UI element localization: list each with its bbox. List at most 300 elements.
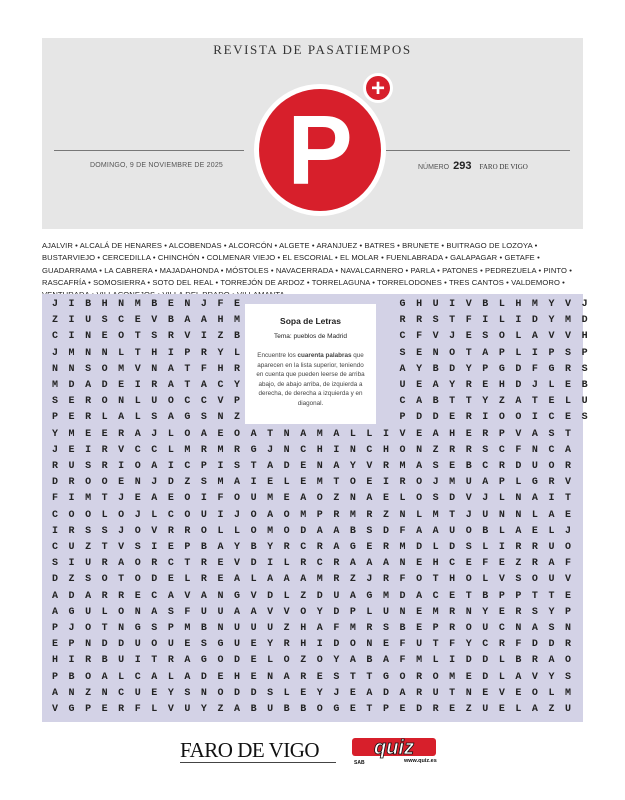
grid-letter: A	[250, 606, 257, 618]
grid-letter: L	[498, 315, 505, 327]
grid-letter: E	[531, 525, 538, 537]
grid-letter: V	[515, 428, 522, 440]
grid-letter: U	[465, 477, 472, 489]
word-list-item: ALCOBENDAS	[168, 241, 222, 250]
grid-letter: G	[184, 412, 191, 424]
grid-letter: Z	[217, 704, 224, 715]
grid-letter: O	[101, 396, 108, 408]
grid-letter: O	[217, 687, 224, 699]
grid-letter: H	[101, 299, 108, 310]
grid-letter: B	[432, 396, 439, 408]
grid-letter: V	[465, 493, 472, 505]
grid-letter: V	[432, 331, 439, 343]
grid-letter: O	[200, 525, 207, 537]
grid-letter: O	[283, 509, 290, 521]
grid-letter: A	[399, 363, 406, 375]
grid-letter: P	[565, 606, 572, 618]
grid-letter: B	[151, 299, 158, 310]
grid-letter: I	[151, 542, 158, 553]
word-list-item: ALCORCÓN	[228, 241, 273, 250]
grid-letter: M	[416, 655, 423, 667]
header-rule-right	[386, 150, 570, 151]
grid-letter: A	[300, 493, 307, 505]
grid-letter: S	[234, 461, 241, 472]
grid-letter: L	[548, 525, 555, 537]
grid-letter: H	[316, 444, 323, 456]
grid-letter: R	[399, 477, 406, 489]
grid-letter: R	[333, 558, 340, 570]
grid-letter: O	[531, 687, 538, 699]
grid-letter: E	[465, 671, 472, 683]
grid-letter: N	[101, 347, 108, 359]
grid-letter: Y	[465, 363, 472, 375]
grid-letter: T	[101, 623, 108, 634]
grid-letter: N	[51, 363, 58, 375]
grid-letter: N	[316, 461, 323, 472]
grid-letter: D	[316, 590, 323, 602]
list-separator: •	[378, 253, 387, 263]
grid-letter: R	[416, 315, 423, 327]
grid-letter: A	[416, 461, 423, 472]
grid-letter: U	[250, 493, 257, 505]
grid-letter: A	[432, 525, 439, 537]
grid-letter: M	[85, 493, 92, 505]
grid-letter: N	[267, 671, 274, 683]
grid-letter: B	[465, 461, 472, 472]
grid-letter: O	[234, 493, 241, 505]
grid-letter: S	[432, 315, 439, 327]
grid-letter: O	[349, 639, 356, 651]
grid-letter: U	[200, 509, 207, 521]
grid-letter: M	[267, 525, 274, 537]
grid-letter: E	[101, 428, 108, 440]
grid-letter: R	[399, 315, 406, 327]
grid-letter: Z	[85, 687, 92, 699]
list-separator: •	[97, 265, 105, 275]
list-separator: •	[150, 253, 158, 263]
grid-letter: H	[432, 558, 439, 570]
grid-letter: O	[134, 574, 141, 586]
grid-letter: N	[217, 623, 224, 634]
grid-letter: H	[498, 380, 505, 391]
grid-letter: N	[85, 347, 92, 359]
grid-letter: F	[399, 639, 406, 651]
grid-letter: G	[366, 590, 373, 602]
grid-letter: Z	[300, 590, 307, 602]
list-separator: •	[370, 277, 378, 287]
grid-letter: O	[85, 623, 92, 634]
grid-letter: E	[85, 428, 92, 440]
grid-letter: D	[449, 363, 456, 375]
grid-letter: C	[316, 558, 323, 570]
grid-letter: P	[200, 461, 207, 472]
grid-letter: A	[51, 590, 58, 602]
grid-letter: N	[134, 477, 141, 489]
grid-letter: E	[465, 558, 472, 570]
word-list-item: EL MOLAR	[339, 253, 379, 263]
grid-letter: R	[85, 396, 92, 408]
grid-letter: U	[581, 396, 588, 408]
grid-letter: I	[449, 655, 456, 667]
grid-letter: L	[515, 331, 522, 343]
grid-letter: A	[267, 509, 274, 521]
grid-letter: C	[449, 558, 456, 570]
publisher-name: FARO DE VIGO	[479, 163, 528, 171]
grid-letter: R	[300, 558, 307, 570]
grid-letter: A	[432, 380, 439, 391]
grid-letter: O	[250, 525, 257, 537]
grid-letter: F	[51, 493, 58, 505]
grid-letter: E	[250, 655, 257, 667]
word-list-item: ALCALÁ DE HENARES	[79, 241, 163, 250]
grid-letter: R	[151, 558, 158, 570]
grid-letter: I	[68, 655, 75, 667]
grid-letter: T	[432, 574, 439, 586]
grid-letter: O	[234, 428, 241, 440]
grid-letter: A	[515, 525, 522, 537]
grid-letter: E	[118, 477, 125, 489]
list-separator: •	[442, 253, 451, 263]
grid-letter: C	[167, 509, 174, 521]
grid-letter: H	[217, 315, 224, 327]
grid-letter: J	[134, 509, 141, 521]
grid-letter: S	[581, 363, 588, 375]
issue-date: DOMINGO, 9 DE NOVIEMBRE DE 2025	[90, 162, 224, 169]
list-separator: •	[536, 265, 544, 275]
grid-letter: T	[184, 558, 191, 570]
word-list-item: PARLA	[410, 265, 435, 275]
grid-letter: R	[85, 655, 92, 667]
grid-letter: N	[200, 687, 207, 699]
grid-letter: F	[531, 363, 538, 375]
grid-letter: P	[432, 623, 439, 634]
word-list	[42, 240, 583, 301]
grid-letter: L	[234, 347, 241, 359]
grid-letter: M	[432, 606, 439, 618]
grid-letter: V	[167, 704, 174, 715]
grid-letter: E	[134, 493, 141, 505]
grid-letter: M	[51, 380, 58, 391]
grid-letter: A	[184, 315, 191, 327]
grid-letter: A	[416, 525, 423, 537]
word-list-item: EL ESCORIAL	[282, 253, 333, 263]
grid-letter: A	[167, 412, 174, 424]
grid-letter: F	[482, 558, 489, 570]
grid-letter: S	[267, 687, 274, 699]
grid-letter: I	[382, 428, 389, 440]
grid-letter: C	[118, 687, 125, 699]
grid-letter: Z	[217, 331, 224, 343]
grid-letter: C	[498, 623, 505, 634]
grid-letter: C	[151, 444, 158, 456]
grid-letter: D	[51, 477, 58, 489]
grid-letter: R	[333, 509, 340, 521]
grid-letter: M	[399, 461, 406, 472]
grid-letter: A	[531, 623, 538, 634]
word-list-item: PATONES	[442, 265, 478, 275]
grid-letter: G	[548, 363, 555, 375]
grid-letter: U	[432, 299, 439, 310]
grid-letter: Y	[548, 315, 555, 327]
grid-letter: A	[267, 461, 274, 472]
grid-letter: M	[68, 347, 75, 359]
grid-letter: V	[184, 331, 191, 343]
puzzle-title: Sopa de Letras	[280, 316, 341, 326]
grid-letter: Z	[68, 574, 75, 586]
grid-letter: D	[151, 574, 158, 586]
word-list-item: MÓSTOLES	[225, 265, 269, 275]
grid-letter: R	[118, 428, 125, 440]
grid-letter: U	[482, 509, 489, 521]
grid-letter: C	[300, 542, 307, 553]
grid-letter: R	[531, 558, 538, 570]
grid-letter: C	[217, 380, 224, 391]
grid-letter: A	[283, 574, 290, 586]
grid-letter: S	[85, 461, 92, 472]
grid-letter: S	[51, 558, 58, 570]
grid-letter: A	[333, 525, 340, 537]
grid-letter: O	[432, 671, 439, 683]
grid-letter: Y	[548, 299, 555, 310]
grid-letter: I	[482, 412, 489, 424]
grid-letter: E	[316, 671, 323, 683]
grid-letter: E	[366, 477, 373, 489]
grid-letter: L	[498, 493, 505, 505]
grid-letter: O	[565, 655, 572, 667]
grid-letter: N	[399, 606, 406, 618]
grid-letter: U	[482, 704, 489, 715]
grid-letter: R	[548, 477, 555, 489]
grid-letter: R	[118, 590, 125, 602]
grid-letter: E	[349, 704, 356, 715]
grid-letter: E	[498, 704, 505, 715]
grid-letter: D	[399, 590, 406, 602]
word-list-item: GUADARRAMA	[42, 265, 98, 275]
grid-letter: V	[498, 687, 505, 699]
grid-letter: C	[548, 412, 555, 424]
grid-letter: O	[416, 574, 423, 586]
grid-letter: N	[118, 623, 125, 634]
grid-letter: L	[101, 606, 108, 618]
word-list-item: MAJADAHONDA	[159, 265, 219, 275]
grid-letter: L	[134, 412, 141, 424]
grid-letter: T	[118, 574, 125, 586]
grid-letter: E	[449, 412, 456, 424]
grid-letter: H	[51, 655, 58, 667]
grid-letter: T	[449, 687, 456, 699]
grid-letter: Z	[184, 477, 191, 489]
grid-letter: L	[283, 687, 290, 699]
grid-letter: O	[283, 655, 290, 667]
grid-letter: S	[134, 542, 141, 553]
grid-letter: F	[416, 331, 423, 343]
grid-letter: Y	[234, 380, 241, 391]
grid-letter: F	[399, 525, 406, 537]
grid-letter: O	[250, 509, 257, 521]
grid-letter: P	[382, 704, 389, 715]
grid-letter: A	[101, 671, 108, 683]
grid-letter: R	[118, 704, 125, 715]
grid-letter: D	[51, 574, 58, 586]
grid-letter: O	[498, 331, 505, 343]
grid-letter: J	[465, 509, 472, 521]
grid-letter: V	[134, 363, 141, 375]
grid-letter: E	[300, 687, 307, 699]
puzzle-theme: Tema: pueblos de Madrid	[274, 333, 347, 340]
grid-letter: R	[498, 461, 505, 472]
grid-letter: N	[399, 558, 406, 570]
grid-letter: U	[200, 606, 207, 618]
grid-letter: P	[581, 347, 588, 359]
grid-letter: G	[349, 542, 356, 553]
grid-letter: U	[449, 525, 456, 537]
grid-letter: P	[498, 590, 505, 602]
grid-letter: D	[416, 542, 423, 553]
list-separator: •	[85, 277, 94, 287]
grid-letter: I	[118, 461, 125, 472]
grid-letter: O	[184, 509, 191, 521]
grid-letter: N	[515, 493, 522, 505]
grid-letter: R	[300, 671, 307, 683]
grid-letter: J	[51, 299, 58, 310]
grid-letter: V	[565, 574, 572, 586]
grid-letter: I	[217, 461, 224, 472]
word-list-item: VALDEMORO	[511, 277, 560, 287]
grid-letter: S	[581, 412, 588, 424]
grid-letter: L	[515, 704, 522, 715]
grid-letter: U	[85, 315, 92, 327]
grid-letter: B	[250, 704, 257, 715]
grid-letter: Y	[548, 671, 555, 683]
grid-letter: Y	[267, 542, 274, 553]
grid-letter: D	[515, 363, 522, 375]
grid-letter: D	[200, 671, 207, 683]
list-separator: •	[72, 241, 80, 250]
word-list-item: SOTO DEL REAL	[152, 277, 214, 287]
grid-letter: S	[200, 477, 207, 489]
grid-letter: O	[416, 493, 423, 505]
grid-letter: Y	[51, 428, 58, 440]
grid-letter: L	[366, 606, 373, 618]
grid-letter: Z	[85, 542, 92, 553]
grid-letter: U	[565, 704, 572, 715]
grid-letter: A	[366, 558, 373, 570]
grid-letter: S	[548, 428, 555, 440]
list-separator: •	[218, 265, 226, 275]
grid-letter: A	[234, 477, 241, 489]
grid-letter: V	[234, 558, 241, 570]
grid-letter: M	[234, 315, 241, 327]
grid-letter: H	[300, 639, 307, 651]
grid-letter: B	[366, 655, 373, 667]
grid-letter: D	[465, 655, 472, 667]
grid-letter: U	[68, 542, 75, 553]
grid-letter: L	[151, 704, 158, 715]
grid-letter: L	[118, 347, 125, 359]
grid-letter: R	[316, 542, 323, 553]
grid-letter: I	[316, 639, 323, 651]
grid-letter: U	[68, 461, 75, 472]
grid-letter: E	[101, 704, 108, 715]
header-rule-left	[54, 150, 244, 151]
grid-letter: S	[548, 623, 555, 634]
grid-letter: N	[101, 687, 108, 699]
grid-letter: R	[482, 428, 489, 440]
grid-letter: T	[465, 590, 472, 602]
grid-letter: E	[416, 558, 423, 570]
grid-letter: Z	[51, 315, 58, 327]
grid-letter: S	[151, 412, 158, 424]
word-list-item: BUITRAGO DE LOZOYA	[446, 241, 533, 250]
grid-letter: U	[482, 623, 489, 634]
grid-letter: I	[482, 315, 489, 327]
grid-letter: R	[382, 574, 389, 586]
grid-letter: A	[85, 380, 92, 391]
grid-letter: U	[399, 380, 406, 391]
grid-letter: J	[200, 299, 207, 310]
grid-letter: A	[51, 687, 58, 699]
issue-info	[418, 160, 528, 172]
grid-letter: C	[498, 444, 505, 456]
grid-letter: Y	[482, 396, 489, 408]
grid-letter: T	[465, 396, 472, 408]
grid-letter: A	[151, 461, 158, 472]
grid-letter: U	[234, 639, 241, 651]
pasatiempos-logo	[250, 70, 400, 220]
grid-letter: F	[465, 315, 472, 327]
grid-letter: O	[465, 525, 472, 537]
grid-letter: A	[200, 315, 207, 327]
grid-letter: J	[267, 444, 274, 456]
grid-letter: R	[101, 558, 108, 570]
grid-letter: R	[498, 639, 505, 651]
grid-letter: S	[366, 525, 373, 537]
grid-letter: T	[449, 509, 456, 521]
grid-letter: D	[515, 380, 522, 391]
grid-letter: L	[416, 509, 423, 521]
grid-letter: D	[250, 687, 257, 699]
grid-letter: T	[151, 655, 158, 667]
grid-letter: R	[101, 461, 108, 472]
grid-letter: A	[316, 623, 323, 634]
grid-letter: B	[200, 623, 207, 634]
grid-letter: R	[531, 655, 538, 667]
grid-letter: E	[449, 704, 456, 715]
grid-letter: D	[234, 655, 241, 667]
list-separator: •	[275, 253, 283, 263]
grid-letter: I	[531, 412, 538, 424]
grid-letter: O	[565, 542, 572, 553]
grid-letter: Y	[234, 542, 241, 553]
grid-letter: M	[399, 542, 406, 553]
grid-letter: A	[333, 542, 340, 553]
grid-letter: A	[300, 574, 307, 586]
grid-letter: C	[151, 590, 158, 602]
grid-letter: M	[382, 590, 389, 602]
grid-letter: L	[432, 542, 439, 553]
grid-letter: R	[416, 687, 423, 699]
grid-letter: A	[151, 493, 158, 505]
grid-letter: J	[234, 509, 241, 521]
grid-letter: E	[68, 412, 75, 424]
grid-letter: N	[531, 444, 538, 456]
grid-letter: R	[449, 606, 456, 618]
grid-letter: F	[184, 606, 191, 618]
grid-letter: B	[167, 315, 174, 327]
grid-letter: S	[382, 623, 389, 634]
grid-letter: M	[316, 477, 323, 489]
grid-letter: N	[366, 639, 373, 651]
